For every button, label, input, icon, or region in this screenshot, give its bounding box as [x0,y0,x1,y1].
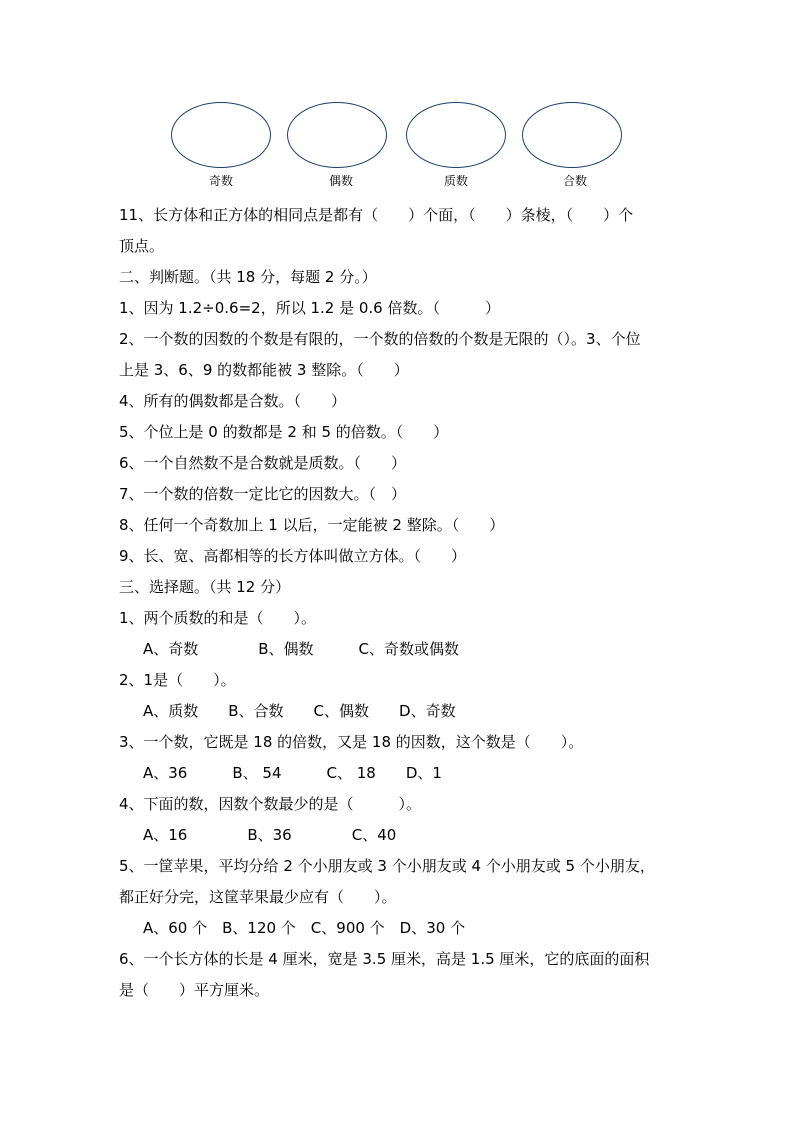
choice-question-2: 2、1是（ ）。 [119,671,236,689]
odd-number-oval [171,102,271,168]
choice-question-2-options: A、质数 B、合数 C、偶数 D、奇数 [143,702,456,720]
composite-number-oval [522,102,622,168]
judge-question-1: 1、因为 1.2÷0.6=2，所以 1.2 是 0.6 倍数。（ ） [119,299,500,317]
choice-question-3: 3、一个数，它既是 18 的倍数，又是 18 的因数，这个数是（ ）。 [119,733,584,751]
judge-question-4: 4、所有的偶数都是合数。（ ） [119,392,347,410]
choice-question-3-options: A、36 B、 54 C、 18 D、1 [143,764,442,782]
judge-question-5: 5、个位上是 0 的数都是 2 和 5 的倍数。（ ） [119,423,449,441]
choice-question-4-options: A、16 B、36 C、40 [143,826,397,844]
composite-number-label: 合数 [562,174,587,188]
even-number-oval [287,102,387,168]
choice-question-5-line-1: 5、一筐苹果，平均分给 2 个小朋友或 3 个小朋友或 4 个小朋友或 5 个小朋友， [119,857,655,875]
choice-question-6-line-2: 是（ ）平方厘米。 [119,981,270,999]
judge-question-8: 8、任何一个奇数加上 1 以后，一定能被 2 整除。（ ） [119,516,505,534]
choice-question-4: 4、下面的数，因数个数最少的是（ ）。 [119,795,422,813]
choice-question-5-options: A、60 个 B、120 个 C、900 个 D、30 个 [143,919,466,937]
prime-number-oval [406,102,506,168]
question-11-line-2: 顶点。 [119,237,165,255]
even-number-label: 偶数 [328,174,353,188]
choice-question-1: 1、两个质数的和是（ ）。 [119,609,317,627]
judge-question-2-line-1: 2、一个数的因数的个数是有限的，一个数的倍数的个数是无限的（）。3、个位 [119,330,641,348]
choice-question-1-options: A、奇数 B、偶数 C、奇数或偶数 [143,640,460,658]
judge-question-7: 7、一个数的倍数一定比它的因数大。（ ） [119,485,407,503]
number-category-ovals [0,102,794,194]
choice-question-6-line-1: 6、一个长方体的长是 4 厘米，宽是 3.5 厘米，高是 1.5 厘米，它的底面的面积 [119,950,650,968]
section-3-heading: 三、选择题。（共 12 分） [119,578,291,596]
prime-number-label: 质数 [443,174,468,188]
judge-question-2-line-2: 上是 3、6、9 的数都能被 3 整除。（ ） [119,361,409,379]
section-2-heading: 二、判断题。（共 18 分，每题 2 分。） [119,268,377,286]
odd-number-label: 奇数 [208,174,233,188]
judge-question-6: 6、一个自然数不是合数就是质数。（ ） [119,454,407,472]
judge-question-9: 9、长、宽、高都相等的长方体叫做立方体。（ ） [119,547,467,565]
worksheet-content [119,200,679,1006]
question-11-line-1: 11、长方体和正方体的相同点是都有（ ）个面，（ ）条棱，（ ）个 [119,206,634,224]
choice-question-5-line-2: 都正好分完，这筐苹果最少应有（ ）。 [119,888,397,906]
